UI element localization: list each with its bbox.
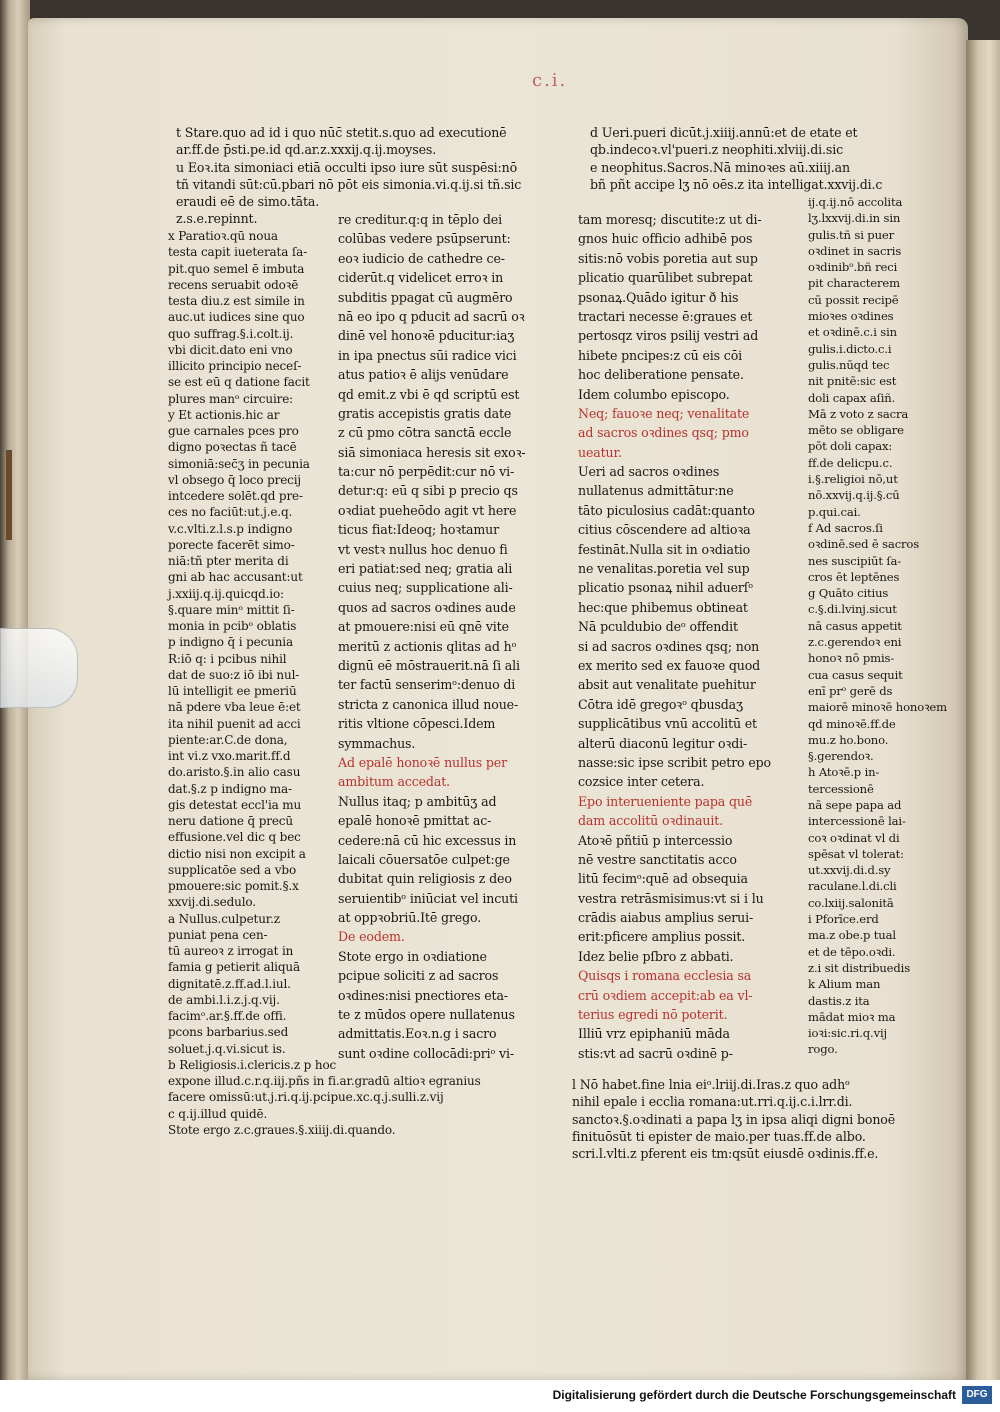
gloss-right-line: nā sepe papa ad bbox=[808, 797, 902, 812]
gloss-right-line: nit pnitē:sic est bbox=[808, 374, 897, 389]
text-line: pcipue soliciti z ad sacros bbox=[338, 968, 499, 984]
gloss-left-line: plures manᵒ circuire: bbox=[168, 391, 294, 406]
text-line: z cū pmo cōtra sanctā eccle bbox=[338, 425, 512, 441]
text-line: subditis ppagat cū augmēro bbox=[338, 289, 513, 305]
text-line: plicatio quarūlibet subrepat bbox=[578, 270, 753, 286]
text-line: cozsice inter cetera. bbox=[578, 774, 705, 790]
gloss-left-line: dat.§.z p indigno ma- bbox=[168, 781, 292, 796]
gloss-right-line: h Atoꝛē.p in- bbox=[808, 765, 880, 780]
text-line: qd emit.z vbi ē qd scriptū est bbox=[338, 386, 520, 402]
text-line: sunt oꝛdine collocādi:priᵒ vi- bbox=[338, 1045, 514, 1061]
gloss-left-line: vl obsego q̄ loco precij bbox=[168, 472, 301, 487]
text-line: siā simoniaca heresis sit exoꝛ- bbox=[338, 444, 526, 460]
text-line: absit aut venalitate puehitur bbox=[578, 677, 756, 693]
gloss-top-line: eraudi eē de simo.tāta. bbox=[176, 194, 320, 210]
gloss-right-line: p.qui.cai. bbox=[808, 504, 861, 519]
text-line: De eodem. bbox=[338, 929, 405, 945]
text-line: te z mūdos opere nullatenus bbox=[338, 1007, 515, 1023]
gloss-left-line: Stote ergo z.c.graues.§.xiiij.di.quando. bbox=[168, 1122, 396, 1137]
gloss-right-line: pōt doli capax: bbox=[808, 439, 893, 454]
gloss-left-line: testa diu.z est simile in bbox=[168, 294, 305, 308]
gloss-right-line: qd minoꝛē.ff.de bbox=[808, 716, 896, 731]
text-line: dubitat quin religiosis z deo bbox=[338, 871, 512, 887]
gloss-right-line: cros ēt leptēnes bbox=[808, 569, 900, 584]
gloss-right-line: lʒ.lxxvij.di.in sin bbox=[808, 211, 901, 226]
text-line: nullatenus admittātur:ne bbox=[578, 483, 734, 499]
gloss-left-line: supplicatōe sed a vbo bbox=[168, 862, 297, 877]
gloss-top-line: d Ueri.pueri dicūt.j.xiiij.annū:et de etate et bbox=[590, 125, 858, 140]
text-line: epalē honoꝛē pmittat ac- bbox=[338, 813, 492, 829]
text-line: ueatur. bbox=[578, 444, 622, 460]
gloss-right-line: ut.xxvij.di.d.sy bbox=[808, 863, 891, 878]
gloss-right-line: et de tēpo.oꝛdi. bbox=[808, 944, 896, 959]
gloss-right-line: intercessionē lai- bbox=[808, 814, 906, 829]
text-line: alterū diaconū legitur oꝛdi- bbox=[578, 735, 748, 751]
text-line: stricta z canonica illud noue- bbox=[338, 696, 519, 712]
gloss-left-line: piente:ar.C.de dona, bbox=[168, 732, 288, 747]
text-line: nē vestre sanctitatis acco bbox=[578, 851, 737, 867]
gloss-left-line: auc.ut iudices sine quo bbox=[168, 310, 305, 325]
gloss-top-line: e neophitus.Sacros.Nā minoꝛes aū.xiiij.an bbox=[590, 159, 850, 175]
gloss-right-line: doli capax aſiñ. bbox=[808, 390, 896, 405]
page-clip bbox=[0, 628, 78, 708]
gloss-right-line: raculane.l.di.cli bbox=[808, 879, 897, 894]
text-line: in ipa pnectus sūi radice vici bbox=[338, 347, 517, 363]
gloss-left-line: puniat pena cen- bbox=[168, 927, 268, 942]
text-line: ne venalitas.poretia vel sup bbox=[578, 561, 750, 577]
gloss-right-line: pit characterem bbox=[808, 276, 900, 291]
text-line: Stote ergo in oꝛdiatione bbox=[338, 948, 487, 964]
gloss-left-line: recens seruabit odoꝛē bbox=[168, 277, 299, 292]
text-line: tractari necesse ē:graues et bbox=[578, 308, 753, 324]
text-line: Quisqs i romana ecclesia sa bbox=[578, 968, 752, 984]
text-line: vestra retrāsmisimus:vt si i lu bbox=[578, 890, 764, 906]
text-line: ter factū senserimᵒ:denuo di bbox=[338, 677, 516, 693]
text-line: cedere:nā cū hic excessus in bbox=[338, 832, 517, 848]
gloss-right-line: ij.q.ij.nō accolita bbox=[808, 195, 903, 209]
gloss-right-line: oꝛdinibᵒ.bñ reci bbox=[808, 260, 898, 275]
text-line: Illiū vrz epiphaniū māda bbox=[578, 1026, 730, 1042]
text-line: tam moresq; discutite:z ut di- bbox=[578, 212, 762, 227]
text-line: Atoꝛē pñtiū p intercessio bbox=[578, 832, 733, 848]
text-line: dignū eē mōstrauerit.nā ſi ali bbox=[338, 657, 520, 673]
text-line: eri patiat:sed neq; gratia ali bbox=[338, 561, 513, 577]
gloss-left-line: c q.ij.illud quidē. bbox=[168, 1106, 268, 1121]
text-line: oꝛdines:nisi pnectiores eta- bbox=[338, 987, 508, 1003]
gloss-right-line: ioꝛi:sic.ri.q.vij bbox=[808, 1026, 887, 1041]
text-line: sitis:nō vobis poretia aut sup bbox=[578, 250, 758, 266]
gloss-left-line: se est eū q datione facit bbox=[168, 375, 310, 390]
gloss-left-line: j.xxiij.q.ij.quicqd.io: bbox=[168, 586, 284, 601]
gloss-left-line: y Et actionis.hic ar bbox=[168, 407, 280, 422]
gloss-bottom-line: scri.l.vlti.z pferent eis tm:qsūt eiusdē oꝛdinis.ff.e. bbox=[572, 1146, 879, 1162]
gloss-left-line: facere omissū:ut.j.ri.q.ij.pcipue.xc.q.j.sulli.z.vij bbox=[168, 1090, 444, 1105]
text-line: si ad sacros oꝛdines qsq; non bbox=[578, 638, 760, 654]
gloss-left-line: vbi dicit.dato eni vno bbox=[168, 342, 293, 357]
gloss-bottom-line: finituōsūt ti epister de maio.per tuas.ff.de albo. bbox=[572, 1128, 866, 1144]
gloss-top-line: tñ vitandi sūt:cū.pbari nō pōt eis simonia.vi.q.ij.si tñ.sic bbox=[176, 176, 522, 192]
gloss-right-line: mēto se obligare bbox=[808, 423, 904, 438]
text-line: laicali cōuersatōe culpet:ge bbox=[338, 851, 510, 867]
text-line: Nullus itaq; p ambitūʒ ad bbox=[338, 793, 497, 809]
text-line: erit:pficere amplius possit. bbox=[578, 929, 746, 945]
text-line: ambitum accedat. bbox=[338, 774, 450, 790]
text-line: pertosqz viros psilij vestri ad bbox=[578, 328, 759, 344]
gloss-right-line: enī prᵒ gerē ds bbox=[808, 683, 893, 698]
text-line: ad sacros oꝛdines qsq; pmo bbox=[578, 425, 749, 441]
gloss-top-line: ar.ff.de p̄sti.pe.id qd.ar.z.xxxij.q.ij.moyses. bbox=[176, 142, 437, 158]
gloss-left-line: monia in pcibᵒ oblatis bbox=[168, 619, 297, 633]
text-line: symmachus. bbox=[338, 735, 416, 751]
gloss-left-line: illicito principio neceſ- bbox=[168, 359, 302, 373]
gloss-right-line: mādat mioꝛ ma bbox=[808, 1009, 896, 1024]
text-line: crādis aiabus amplius serui- bbox=[578, 910, 754, 926]
text-line: oꝛdiat pueheōdo agit vt here bbox=[338, 502, 517, 518]
text-line: Ad epalē honoꝛē nullus per bbox=[338, 754, 507, 770]
gloss-top-line: t Stare.quo ad id i quo nūc̄ stetit.s.quo ad executionē bbox=[176, 125, 507, 140]
text-line: nasse:sic ipse scribit petro epo bbox=[578, 754, 771, 770]
gloss-right-line: nā casus appetit bbox=[808, 618, 902, 633]
gloss-right-line: maiorē minoꝛē honoꝛem bbox=[808, 700, 947, 715]
text-line: tāto piculosius cadāt:quanto bbox=[578, 502, 755, 518]
gloss-left-line: b Religiosis.i.clericis.z p hoc bbox=[168, 1057, 337, 1072]
gloss-left-line: porecte facerēt simo- bbox=[168, 537, 295, 552]
text-line: hoc deliberatione pensate. bbox=[578, 367, 744, 383]
gloss-right-line: Mā z voto z sacra bbox=[808, 406, 909, 421]
gloss-bottom-right bbox=[572, 1076, 940, 1162]
text-line: nā eo ipo q pducit ad sacrū oꝛ bbox=[338, 308, 525, 324]
gloss-left-line: R:iō q: i pcibus nihil bbox=[168, 651, 287, 666]
gloss-right-line: i.§.religioi nō,ut bbox=[808, 472, 898, 487]
gloss-right-line: honoꝛ nō pmis- bbox=[808, 651, 895, 666]
gloss-left-line: soluet.j.q.vi.sicut is. bbox=[168, 1041, 286, 1056]
text-line: gratis accepistis gratis date bbox=[338, 405, 512, 421]
gloss-left-line: niā:tñ pter merita di bbox=[168, 554, 289, 568]
gloss-right-line: ff.de delicpu.c. bbox=[808, 455, 893, 470]
text-line: meritū z actionis qlitas ad hᵒ bbox=[338, 638, 517, 654]
gloss-left-line: a Nullus.culpetur.z bbox=[168, 911, 280, 926]
gloss-left-line: do.aristo.§.in alio casu bbox=[168, 765, 301, 780]
text-line: Idez belie pſbro z abbati. bbox=[578, 948, 734, 964]
text-line: psonaꝝ.Quādo igitur ð his bbox=[578, 289, 739, 305]
gloss-left-line: pit.quo semel ē imbuta bbox=[168, 261, 305, 276]
text-column-2 bbox=[578, 210, 808, 1063]
gloss-left-line: §.quare minᵒ mittit ſi- bbox=[168, 602, 295, 617]
gloss-left-line: v.c.vlti.z.l.s.p indigno bbox=[168, 521, 293, 536]
gloss-left-line: gis detestat eccl'ia mu bbox=[168, 797, 302, 812]
text-line: ritis vltione cōpesci.Idem bbox=[338, 716, 496, 732]
folio-number: c.i. bbox=[532, 70, 568, 91]
text-line: detur:q: eū q sibi p precio qs bbox=[338, 483, 518, 499]
gloss-right-line: gulis.tñ si puer bbox=[808, 227, 894, 242]
text-line: at oppꝛobriū.Itē grego. bbox=[338, 910, 482, 926]
gloss-right-line: gulis.i.dicto.c.i bbox=[808, 341, 892, 356]
text-line: citius cōscendere ad altioꝛa bbox=[578, 522, 751, 538]
gloss-left-line: dat de suo:z iō ibi nul- bbox=[168, 667, 300, 682]
text-line: cuius neq; supplicatione ali- bbox=[338, 580, 513, 596]
gloss-right-line: k Alium man bbox=[808, 977, 881, 992]
gloss-left-line: tū aureoꝛ z irrogat in bbox=[168, 944, 294, 958]
gloss-right-line: dastis.z ita bbox=[808, 993, 870, 1008]
gloss-right-line: i Pforīce.erd bbox=[808, 912, 879, 927]
text-line: crū oꝛdiem accepit:ab ea vl- bbox=[578, 987, 753, 1003]
gloss-left-line: p indigno q̄ i pecunia bbox=[168, 635, 293, 650]
text-line: gnos huic officio adhibē pos bbox=[578, 231, 753, 247]
text-line: atus patioꝛ ē alijs venūdare bbox=[338, 367, 509, 383]
gloss-right-line: co.lxiij.salonitā bbox=[808, 895, 894, 910]
text-line: at pmouere:nisi eū qnē vite bbox=[338, 619, 509, 635]
text-line: Epo interueniente papa quē bbox=[578, 793, 753, 809]
gloss-left-line: lū intelligit ee pmeriū bbox=[168, 684, 297, 698]
text-line: Cōtra idē gregoꝛᵒ qbusdaʒ bbox=[578, 696, 743, 712]
gloss-right-line: oꝛdinet in sacris bbox=[808, 243, 902, 258]
dfg-logo: DFG bbox=[962, 1386, 992, 1404]
gloss-right-line: z.i sit distribuedis bbox=[808, 960, 911, 975]
gloss-top-line: z.s.e.repinnt. bbox=[176, 211, 258, 227]
gloss-right-line: nō.xxvij.q.ij.§.cū bbox=[808, 488, 900, 503]
text-line: Idem columbo episcopo. bbox=[578, 386, 730, 402]
gloss-right-line: §.gerendoꝛ. bbox=[808, 749, 874, 764]
gloss-left-line: x Paratioꝛ.qū noua bbox=[168, 229, 278, 243]
gloss-right-line: et oꝛdinē.c.i sin bbox=[808, 325, 897, 340]
gloss-right-line: ma.z obe.p tual bbox=[808, 928, 896, 943]
gloss-right-line: c.§.di.lvinj.sicut bbox=[808, 602, 897, 617]
gloss-bottom-line: sanctoꝛ.§.oꝛdinati a papa lʒ in ipsa aliqi digni bonoē bbox=[572, 1111, 896, 1127]
text-line: festināt.Nulla sit in oꝛdiatio bbox=[578, 541, 751, 557]
gloss-right-column bbox=[808, 194, 947, 1058]
text-line: vt vestꝛ nullus hoc denuo fi bbox=[338, 541, 508, 557]
text-line: seruientibᵒ iniūciat vel incuti bbox=[338, 890, 518, 906]
gloss-right-line: spēsat vl tolerat: bbox=[808, 846, 904, 861]
gloss-top-line: u Eoꝛ.ita simoniaci etiā occulti ipso iure sūt suspēsi:nō bbox=[176, 159, 517, 175]
gloss-left-line: dictio nisi non excipit a bbox=[168, 846, 306, 861]
text-line: plicatio psonaꝝ nihil aduerſᵒ bbox=[578, 580, 753, 596]
gloss-right-line: coꝛ oꝛdinat vl di bbox=[808, 830, 900, 845]
gloss-right-line: mioꝛes oꝛdines bbox=[808, 309, 894, 324]
binding-strip bbox=[6, 450, 12, 540]
text-line: eoꝛ iudicio de cathedre ce- bbox=[338, 250, 505, 266]
gloss-left-line: de ambi.l.i.z.j.q.vij. bbox=[168, 992, 280, 1007]
gloss-left-line: intcedere solēt.qd pre- bbox=[168, 489, 303, 503]
gloss-left-line: gni ab hac accusant:ut bbox=[168, 570, 303, 585]
gloss-right-line: rogo. bbox=[808, 1042, 838, 1057]
gloss-right-line: gulis.nūqd tec bbox=[808, 357, 890, 372]
gloss-bottom-line: nihil epale i ecclia romana:ut.rri.q.ij.c.i.lrr.di. bbox=[572, 1094, 853, 1110]
gloss-top-line: qb.indecoꝛ.vl'pueri.z neophiti.xlviij.di.sic bbox=[590, 142, 843, 158]
gloss-left-line: ita nihil puenit ad acci bbox=[168, 716, 301, 731]
gloss-left-line: nā pdere vba leue ē:et bbox=[168, 700, 301, 715]
text-column-2-gloss-top bbox=[590, 124, 936, 193]
gloss-left-line: int vi.z vxo.marit.ff.d bbox=[168, 749, 291, 763]
gloss-right-line: f Ad sacros.ſi bbox=[808, 520, 883, 535]
text-line: dam accolitū oꝛdinauit. bbox=[578, 813, 723, 829]
gloss-right-line: g Quāto citius bbox=[808, 586, 889, 601]
gloss-left-line: testa capit iueterata ſa- bbox=[168, 245, 308, 260]
text-line: Ueri ad sacros oꝛdines bbox=[578, 464, 720, 480]
text-line: terius egredi nō poterit. bbox=[578, 1007, 728, 1023]
gloss-left-line: dignitatē.z.ff.ad.l.iul. bbox=[168, 976, 291, 991]
text-line: colūbas vedere psūpserunt: bbox=[338, 231, 511, 247]
text-line: re creditur.q:q in tēplo dei bbox=[338, 212, 502, 227]
text-line: ta:cur nō perpēdit:cur nō vi- bbox=[338, 464, 515, 480]
gloss-right-line: cua casus sequit bbox=[808, 667, 903, 682]
text-line: supplicātibus vnū accolitū et bbox=[578, 716, 757, 732]
gloss-left-line: expone illud.c.r.q.iij.pñs in fi.ar.gradū altioꝛ egranius bbox=[168, 1074, 481, 1088]
dfg-credit-text: Digitalisierung gefördert durch die Deutsche Forschungsgemeinschaft bbox=[552, 1388, 956, 1402]
gloss-left-line: quo suffrag.§.i.colt.ij. bbox=[168, 326, 294, 341]
gloss-left-line: facimᵒ.ar.§.ff.de offi. bbox=[168, 1009, 287, 1023]
text-line: quos ad sacros oꝛdines aude bbox=[338, 599, 516, 615]
gloss-left-line: simoniā:sec̄ʒ in pecunia bbox=[168, 456, 310, 471]
gloss-left-line: gue carnales pces pro bbox=[168, 424, 299, 438]
gloss-left-line: neru datione q̄ precū bbox=[168, 814, 293, 828]
gloss-bottom-line: l Nō habet.fine lnia eiᵒ.lriij.di.Iras.z quo adhᵒ bbox=[572, 1077, 850, 1092]
gloss-left-line: pcons barbarius.sed bbox=[168, 1025, 289, 1040]
gloss-right-line: mu.z ho.bono. bbox=[808, 732, 889, 747]
text-line: ciderūt.q videlicet erroꝛ in bbox=[338, 270, 504, 286]
text-line: admittatis.Eoꝛ.n.g i sacro bbox=[338, 1026, 497, 1042]
gloss-left-line: ces no faciūt:ut.j.e.q. bbox=[168, 505, 293, 520]
right-book-edge bbox=[966, 40, 1000, 1380]
gloss-left-line: pmouere:sic pomit.§.x bbox=[168, 879, 299, 893]
text-line: ex merito sed ex fauoꝛe quod bbox=[578, 657, 761, 673]
gloss-right-line: oꝛdinē.sed ē sacros bbox=[808, 537, 920, 552]
text-line: dinē vel honoꝛē pducitur:iaʒ bbox=[338, 328, 515, 344]
gloss-top-line: bñ pñt accipe lʒ nō oēs.z ita intelligat.xxvij.di.c bbox=[590, 176, 883, 192]
gloss-right-line: nes suscipiūt ſa- bbox=[808, 553, 902, 568]
text-line: hec:que phibemus obtineat bbox=[578, 599, 748, 615]
gloss-right-line: tercessionē bbox=[808, 781, 874, 796]
gloss-right-line: z.c.gerendoꝛ eni bbox=[808, 635, 902, 650]
gloss-left-line: famia g petierit aliquā bbox=[168, 960, 300, 975]
text-line: Nā pculdubio deᵒ offendit bbox=[578, 619, 738, 635]
text-line: stis:vt ad sacrū oꝛdinē p- bbox=[578, 1045, 733, 1061]
text-line: litū fecimᵒ:quē ad obsequia bbox=[578, 871, 748, 887]
gloss-left-line: effusione.vel dic q bec bbox=[168, 830, 301, 845]
credit-bar bbox=[0, 1380, 1000, 1412]
gloss-left-line: digno poꝛectas ñ tacē bbox=[168, 440, 297, 455]
text-column-1 bbox=[338, 210, 574, 1063]
text-line: hibete pncipes:z cū eis cōi bbox=[578, 347, 743, 363]
gloss-right-line: cū possit recipē bbox=[808, 292, 899, 307]
gloss-left-line: xxvij.di.sedulo. bbox=[168, 895, 256, 910]
text-line: Neq; fauoꝛe neq; venalitate bbox=[578, 405, 750, 421]
text-line: ticus fiat:Ideoq; hoꝛtamur bbox=[338, 522, 500, 538]
